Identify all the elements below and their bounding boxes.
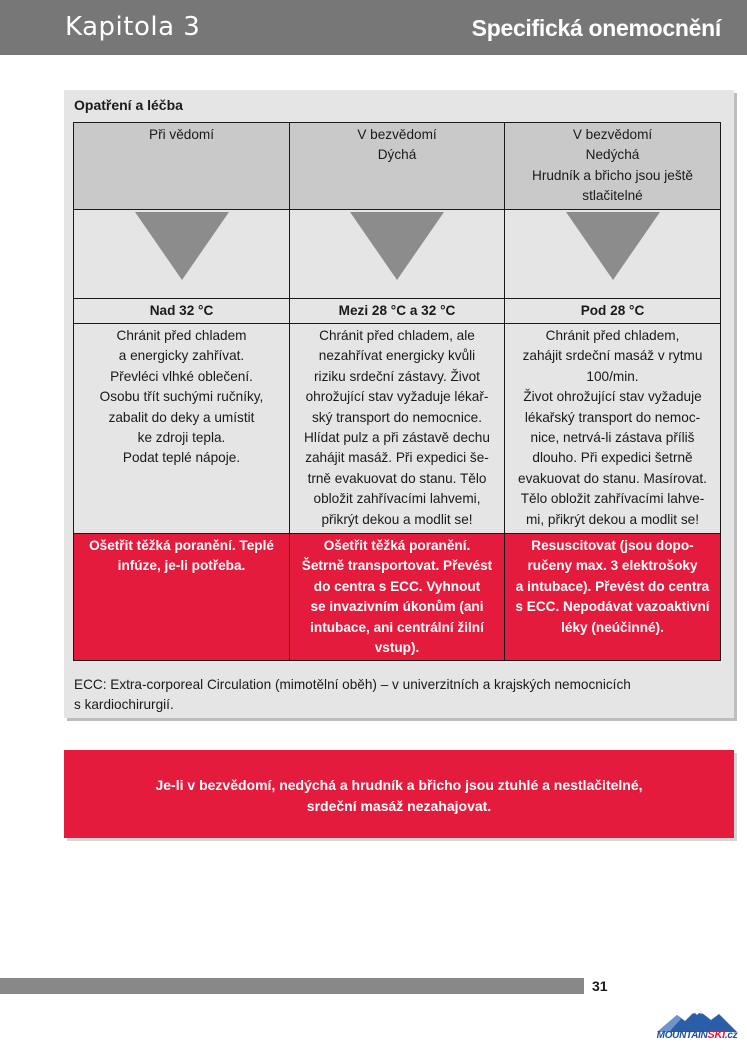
arrow-cell [74,209,290,298]
table-row-emergency [74,534,721,661]
temperature-cell: Nad 32 °C [74,298,290,323]
text-line: evakuovat do stanu. Masírovat. [518,470,707,486]
table-row-headings [74,123,721,210]
text-line: zabalit do deky a umístit [108,409,255,425]
table-row-instructions [74,324,721,534]
red-line: infúze, je-li potřeba. [117,558,246,574]
warning-line: Je-li v bezvědomí, nedýchá a hrudník a břicho jsou ztuhlé a nestlačitelné, [155,777,643,793]
treatment-box [64,90,734,718]
section-title: Specifická onemocnění [471,15,721,41]
footer-bar [0,978,584,994]
instruction-cell [290,324,505,534]
box-title: Opatření a léčba [74,97,183,113]
heading-line: Při vědomí [149,127,214,142]
heading-line: Hrudník a břicho jsou ještě [532,167,693,183]
red-line: Šetrně transportovat. Převést [301,558,493,574]
emergency-cell [505,534,721,661]
red-line: s ECC. Nepodávat vazoaktivní [515,599,710,615]
mountainski-logo [655,1005,739,1045]
page-header [0,0,747,55]
text-line: zahájit srdeční masáž v rytmu [522,348,703,364]
red-line: do centra s ECC. Vyhnout [313,578,481,594]
text-line: Život ohrožující stav vyžaduje [523,389,702,405]
red-line: Ošetřit těžká poranění. Teplé [89,538,274,554]
text-line: Chránit před chladem, ale [319,328,475,344]
note-line: ECC: Extra-corporeal Circulation (mimotělní oběh) – v univerzitních a krajských nemocnicích [74,677,631,692]
text-line: lékařský transport do nemoc- [524,409,701,425]
down-triangle-icon [135,212,229,280]
heading-line: V bezvědomí [572,127,653,142]
logo-suffix: .cz [724,1030,738,1041]
text-line: ský transport do nemocnice. [311,409,482,425]
red-line: vstup). [374,640,420,656]
text-line: Převléci vlhké oblečení. [110,368,253,384]
temperature-cell: Mezi 28 °C a 32 °C [290,298,505,323]
red-line: ručeny max. 3 elektrošoky [527,558,698,574]
instruction-cell [74,324,290,534]
text-line: riziku srdeční zástavy. Život [314,368,480,384]
text-line: Osobu třít suchými ručníky, [99,389,264,405]
heading-line: Nedýchá [585,147,640,163]
heading-line: Dýchá [377,147,417,163]
text-line: přikrýt dekou a modlit se! [321,511,473,527]
text-line: ke zdroji tepla. [137,430,226,446]
down-triangle-icon [566,212,660,280]
warning-line: srdeční masáž nezahajovat. [306,798,492,814]
text-line: Chránit před chladem [116,328,247,344]
instruction-cell [505,324,721,534]
emergency-cell [74,534,290,661]
red-line: Ošetřit těžká poranění. [323,538,471,554]
text-line: 100/min. [586,368,639,384]
text-line: nezahřívat energicky kvůli [318,348,476,364]
heading-cell-unconscious-breathing [290,123,505,210]
red-line: se invazivním úkonům (ani [310,599,484,615]
red-line: a intubace). Převést do centra [515,578,710,594]
heading-cell-unconscious-not-breathing [505,123,721,210]
heading-line: V bezvědomí [357,127,437,142]
text-line: trně evakuovat do stanu. Tělo [307,470,487,486]
text-line: a energicky zahřívat. [118,348,245,364]
text-line: obložit zahřívacími lahvemi, [313,491,481,507]
arrow-cell [505,209,721,298]
text-line: Podat teplé nápoje. [122,450,241,466]
text-line: Chránit před chladem, [545,328,680,344]
down-triangle-icon [350,212,444,280]
note-line: s kardiochirurgií. [74,697,174,713]
red-line: intubace, ani centrální žilní [310,619,484,635]
arrow-cell [290,209,505,298]
text-line: ohrožující stav vyžaduje lékař- [305,389,489,405]
text-line: nice, netrvá-li zástava příliš [530,430,695,446]
temperature-cell: Pod 28 °C [505,298,721,323]
table-row-arrows [74,209,721,298]
chapter-title: Kapitola 3 [65,12,201,42]
warning-banner [64,750,734,838]
logo-accent: SKI [707,1029,725,1041]
text-line: mi, přikrýt dekou a modlit se! [525,511,699,527]
text-line: zahájit masáž. Při expedici še- [305,450,489,466]
page-number: 31 [592,978,608,994]
red-line: léky (neúčinné). [561,619,664,635]
heading-line: stlačitelné [582,188,643,204]
emergency-cell [290,534,505,661]
table-row-temperatures [74,298,721,323]
logo-wordmark [655,1029,739,1041]
text-line: dlouho. Při expedici šetrně [532,450,693,466]
logo-main: MOUNTAIN [656,1030,708,1041]
red-line: Resuscitovat (jsou dopo- [531,538,694,554]
heading-cell-conscious [74,123,290,210]
ecc-footnote [74,675,714,716]
treatment-table [73,122,721,661]
text-line: Tělo obložit zahřívacími lahve- [520,491,705,507]
text-line: Hlídat pulz a při zástavě dechu [304,430,490,446]
